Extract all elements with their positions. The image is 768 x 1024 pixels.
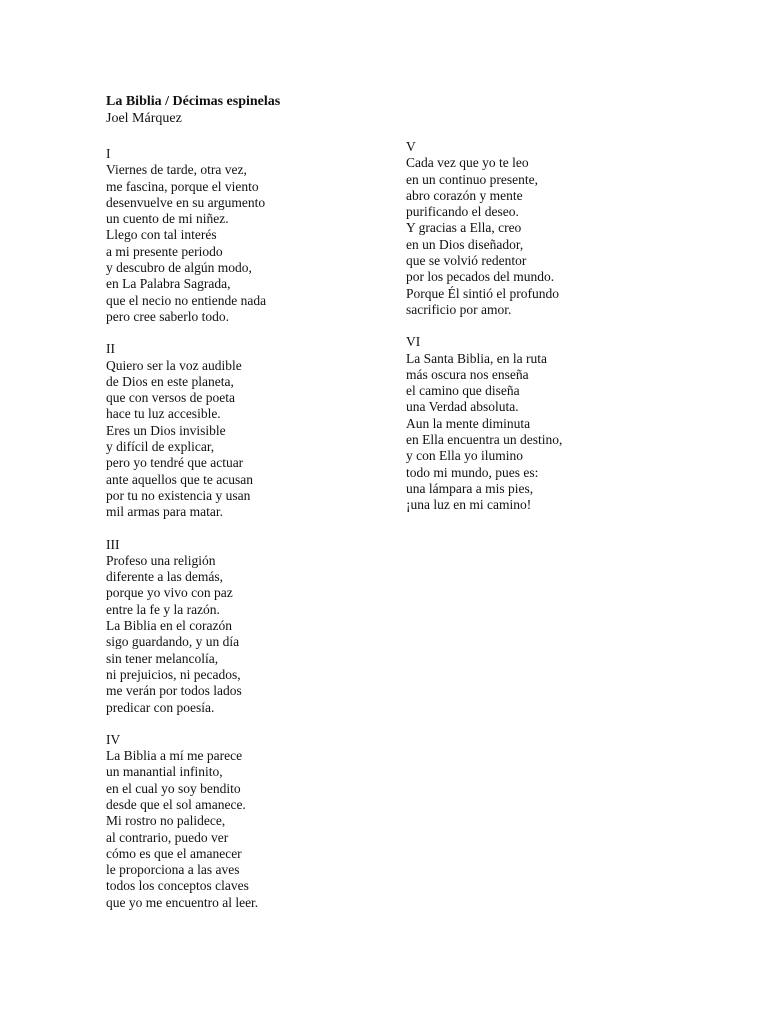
verse-line: el camino que diseña [406,383,520,399]
stanza [106,146,396,325]
verse-line: por los pecados del mundo. [406,269,555,285]
stanza [106,537,396,716]
stanza-number: IV [106,731,121,747]
verse-line: porque yo vivo con paz [106,585,233,601]
verse-line: todo mi mundo, pues es: [406,464,539,480]
verse-line: que con versos de poeta [106,390,235,406]
verse-line: en Ella encuentra un destino, [406,432,563,448]
verse-line: todos los conceptos claves [106,878,249,894]
verse-line: desde que el sol amanece. [106,796,246,812]
verse-line: de Dios en este planeta, [106,373,234,389]
left-column [106,146,396,927]
verse-line: que se volvió redentor [406,253,527,269]
stanza-number: V [406,139,416,154]
verse-line: desenvuelve en su argumento [106,194,266,210]
stanza [106,341,396,520]
verse-line: que el necio no entiende nada [106,292,267,308]
poem-title: La Biblia / Décimas espinelas [106,94,281,109]
verse-line: purificando el deseo. [406,204,519,220]
verse-line: Mi rostro no palidece, [106,813,226,829]
verse-line: me verán por todos lados [106,683,242,699]
verse-line: ante aquellos que te acusan [106,471,253,487]
verse-line: entre la fe y la razón. [106,601,220,617]
verse-line: y difícil de explicar, [106,439,215,455]
verse-line: una lámpara a mis pies, [406,480,534,496]
poem-author: Joel Márquez [106,111,182,126]
verse-line: hace tu luz accesible. [106,406,221,422]
verse-line: Llego con tal interés [106,227,217,243]
verse-line: La Biblia en el corazón [106,618,232,634]
verse-line: cómo es que el amanecer [106,845,242,861]
verse-line: abro corazón y mente [406,187,523,203]
verse-line: sacrificio por amor. [406,301,512,317]
verse-line: ¡una luz en mi camino! [406,497,532,513]
verse-line: sigo guardando, y un día [106,634,240,650]
verse-line: Viernes de tarde, otra vez, [106,162,247,178]
verse-line: un manantial infinito, [106,764,223,780]
verse-line: un cuento de mi niñez. [106,211,229,227]
verse-line: y descubro de algún modo, [106,260,252,276]
verse-line: La Santa Biblia, en la ruta [406,350,547,366]
verse-line: me fascina, porque el viento [106,178,259,194]
verse-line: en un Dios diseñador, [406,236,524,252]
document-heading [106,93,280,127]
verse-line: predicar con poesía. [106,699,215,715]
verse-line: Profeso una religión [106,552,216,568]
stanza [406,334,706,513]
stanza [406,139,706,318]
verse-line: a mi presente periodo [106,243,223,259]
verse-line: pero yo tendré que actuar [106,455,244,471]
verse-line: por tu no existencia y usan [106,487,251,503]
verse-line: Cada vez que yo te leo [406,155,529,171]
verse-line: en La Palabra Sagrada, [106,276,231,292]
verse-line: en un continuo presente, [406,171,538,187]
stanza-number: VI [406,334,421,350]
verse-line: diferente a las demás, [106,569,223,585]
verse-line: le proporciona a las aves [106,862,240,878]
verse-line: Porque Él sintió el profundo [406,285,559,301]
verse-line: Eres un Dios invisible [106,422,226,438]
right-column [406,139,706,530]
verse-line: mil armas para matar. [106,504,223,520]
verse-line: Quiero ser la voz audible [106,357,242,373]
verse-line: más oscura nos enseña [406,366,529,382]
verse-line: ni prejuicios, ni pecados, [106,666,241,682]
stanza [106,732,396,911]
verse-line: Y gracias a Ella, creo [406,220,522,236]
stanza-number: I [106,146,111,161]
verse-line: pero cree saberlo todo. [106,308,229,324]
stanza-number: III [106,536,120,552]
verse-line: Aun la mente diminuta [406,415,531,431]
stanza-number: II [106,341,115,357]
verse-line: al contrario, puedo ver [106,829,229,845]
verse-line: La Biblia a mí me parece [106,748,243,764]
verse-line: en el cual yo soy bendito [106,780,241,796]
verse-line: que yo me encuentro al leer. [106,894,259,910]
verse-line: y con Ella yo ilumino [406,448,523,464]
verse-line: sin tener melancolía, [106,650,219,666]
verse-line: una Verdad absoluta. [406,399,519,415]
